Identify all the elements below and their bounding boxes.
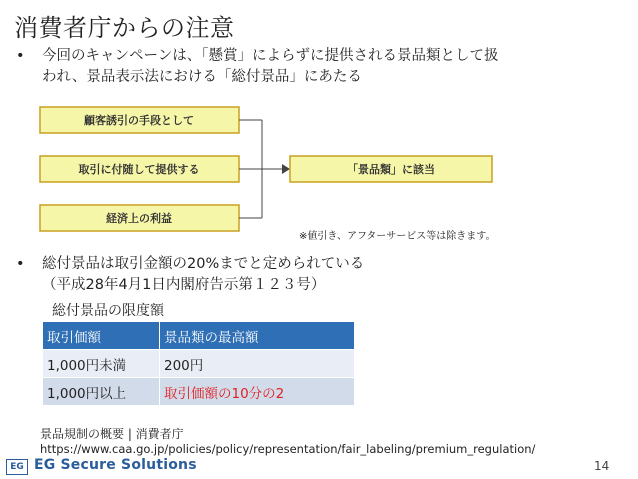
table-row [43,378,355,406]
diagram-connectors [239,120,282,218]
company-name: EG Secure Solutions [34,457,197,473]
diagram-result-label: 「景品類」に該当 [347,163,435,176]
table-header-cell: 景品類の最高額 [160,322,355,350]
diagram-box-1-label: 顧客誘引の手段として [84,114,194,127]
table-header-row [43,322,355,350]
diagram-arrow-head [282,164,290,174]
bullet-line-1: 総付景品は取引金額の20%までと定められている [42,256,365,272]
table-row [43,350,355,378]
diagram-box-3-label: 経済上の利益 [106,212,172,225]
table-cell: 200円 [160,350,355,378]
company-logo-mark: EG [6,459,28,475]
bullet-dot: • [16,256,25,272]
bullet-line-2: （平成28年4月1日内閣府告示第１２３号） [42,277,326,293]
page-number: 14 [594,459,610,473]
bullet-line-2: われ、景品表示法における「総付景品」にあたる [42,69,362,85]
table-cell-highlight: 取引価額の10分の2 [160,378,355,406]
table-cell: 1,000円未満 [43,350,160,378]
table-cell: 1,000円以上 [43,378,160,406]
source-title: 景品規制の概要 | 消費者庁 [40,427,184,441]
diagram-box-2-label: 取引に付随して提供する [78,163,200,176]
source-url[interactable]: https://www.caa.go.jp/policies/policy/representation/fair_labeling/premium_regulation/ [40,442,536,456]
premium-limit-table [42,321,355,406]
slide-title: 消費者庁からの注意 [14,14,235,42]
bullet-line-1: 今回のキャンペーンは、「懸賞」によらずに提供される景品類として扱 [42,48,499,64]
bullet-text [42,254,364,296]
table-header-cell: 取引価額 [43,322,160,350]
bullet-dot: • [16,48,25,64]
diagram-note: ※値引き、アフターサービス等は除きます。 [299,231,496,242]
table-caption: 総付景品の限度額 [52,303,164,319]
